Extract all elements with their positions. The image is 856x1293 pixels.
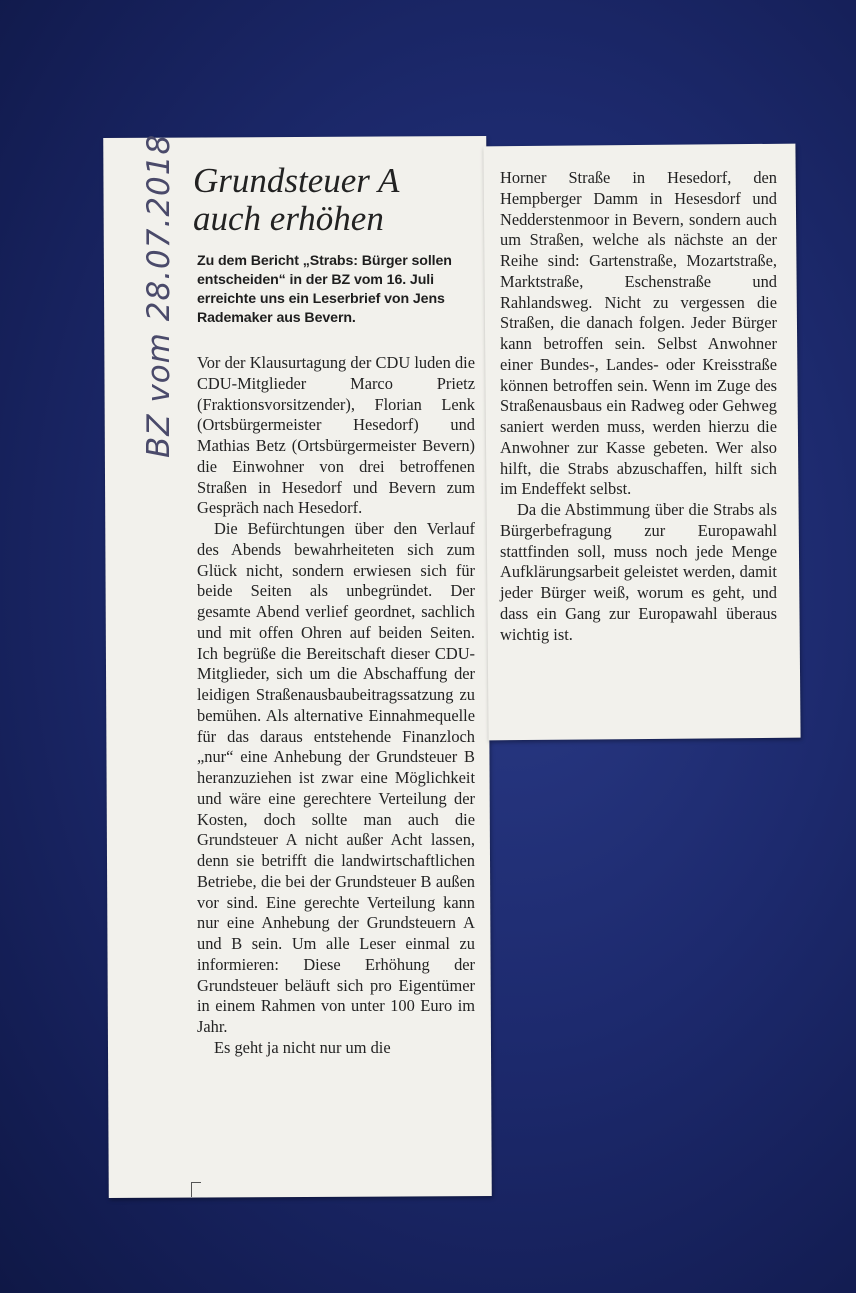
paragraph: Da die Abstimmung über die Strabs als Bürgerbefragung zur Europawahl stattfinden soll, muss noch jede Menge Aufklärungsarbeit geleistet werden, damit jeder Bürger weiß, worum es geht, und dass ein Gang zur Europawahl überaus wichtig ist.: [500, 500, 777, 644]
paragraph: Vor der Klausurtagung der CDU luden die CDU-Mitglieder Marco Prietz (Fraktionsvorsitzender), Florian Lenk (Ortsbürgermeister Hesedorf) und Mathias Betz (Ortsbürgermeister Bevern) die Einwohner von drei betroffenen Straßen in Hesedorf und Bevern zum Gespräch nach Hesedorf.: [197, 353, 475, 518]
article-intro: Zu dem Bericht „Strabs: Bürger sollen entscheiden“ in der BZ vom 16. Juli erreichte uns ein Leserbrief von Jens Rademaker aus Bevern.: [197, 253, 452, 326]
handwritten-date-note: BZ vom 28.07.2018: [141, 133, 177, 458]
headline-line-1: Grundsteuer A: [193, 161, 400, 200]
article-column-left: [197, 353, 475, 1059]
crop-mark: [191, 1182, 201, 1197]
article-column-right: [500, 168, 777, 645]
paragraph: Horner Straße in Hesedorf, den Hempberger Damm in Hesesdorf und Nedderstenmoor in Bevern, sondern auch um Straßen, welche als nächste an der Reihe sind: Gartenstraße, Mozartstraße, Marktstraße, Eschenstraße und Rahlandsweg. Nicht zu vergessen die Straßen, die danach folgen. Jeder Bürger kann betroffen sein. Selbst Anwohner einer Bundes-, Landes- oder Kreisstraße können betroffen sein. Wenn im Zuge des Straßenausbaus ein Radweg oder Gehweg saniert werden muss, werden hierzu die Anwohner zur Kasse gebeten. Wer also hilft, die Strabs abzuschaffen, hilft sich im Endeffekt selbst.: [500, 168, 777, 499]
paragraph: Es geht ja nicht nur um die: [214, 1037, 391, 1057]
article-headline: [193, 162, 478, 238]
paragraph: Die Befürchtungen über den Verlauf des Abends bewahrheiteten sich zum Glück nicht, sondern erwiesen sich für beide Seiten als unbegründet. Der gesamte Abend verlief geordnet, sachlich und mit offen Ohren auf beiden Seiten. Ich begrüße die Bereitschaft dieser CDU-Mitglieder, sich um die Abschaffung der leidigen Straßenausbaubeitragssatzung zu bemühen. Als alternative Einnahmequelle für das daraus entstehende Finanzloch „nur“ eine Anhebung der Grundsteuer B heranzuziehen ist zwar eine Möglichkeit und wäre eine gerechtere Verteilung der Kosten, doch sollte man auch die Grundsteuer A nicht außer Acht lassen, denn sie betrifft die landwirtschaftlichen Betriebe, die bei der Grundsteuer B außen vor sind. Eine gerechte Verteilung kann nur eine Anhebung der Grundsteuern A und B sein. Um alle Leser einmal zu informieren: Diese Erhöhung der Grundsteuer beläuft sich pro Eigentümer in einem Rahmen von unter 100 Euro im Jahr.: [197, 519, 475, 1036]
headline-line-2: auch erhöhen: [193, 199, 384, 238]
